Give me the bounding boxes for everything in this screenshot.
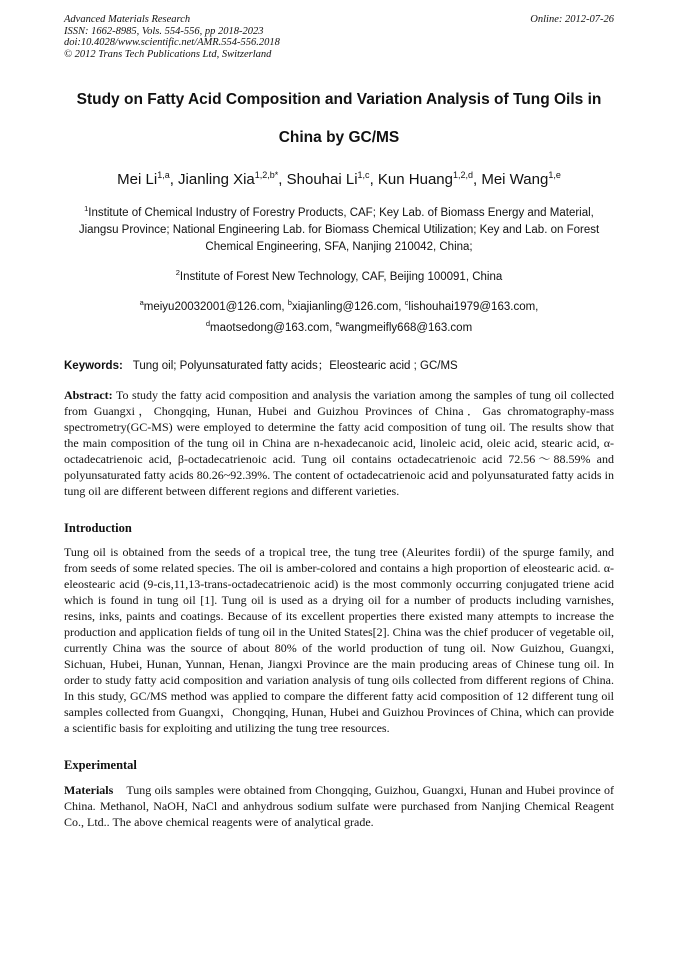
email-d-sup: d <box>205 319 211 329</box>
materials-text: Tung oils samples were obtained from Chongqing, Guizhou, Guangxi, Hunan and Hubei province of China. Methanol, NaOH, NaCl and anhydrous sodium sulfate were purchased from Nanjing Chemical Reagent Co., Ltd.. The above chemical reagents were of analytical grade. <box>64 783 617 830</box>
affiliation-1-sup: 1 <box>84 204 89 213</box>
author-name: Jianling Xia <box>178 171 255 188</box>
email-b[interactable]: xiajianling@126.com, <box>291 300 405 313</box>
journal-copyright: © 2012 Trans Tech Publications Ltd, Switzerland <box>64 48 272 60</box>
keywords <box>64 357 614 373</box>
author-sup: 1,2,b* <box>254 170 279 180</box>
journal-header <box>64 14 614 60</box>
introduction-heading: Introduction <box>64 521 132 536</box>
experimental-heading: Experimental <box>64 758 137 773</box>
author-name: Kun Huang <box>377 171 453 188</box>
email-c[interactable]: lishouhai1979@163.com, <box>408 300 539 313</box>
author-sup: 1,c <box>357 170 370 180</box>
affiliation-1 <box>64 200 614 256</box>
author-sep: , <box>169 171 179 188</box>
online-date: Online: 2012-07-26 <box>530 14 614 25</box>
journal-doi: doi:10.4028/www.scientific.net/AMR.554-556.2018 <box>64 37 280 48</box>
keywords-text: Tung oil; Polyunsaturated fatty acids；Eleostearic acid ; GC/MS <box>132 360 458 373</box>
email-b-sup: b <box>287 297 292 307</box>
paper-title-line1: Study on Fatty Acid Composition and Variation Analysis of Tung Oils in <box>76 91 602 108</box>
email-d[interactable]: maotsedong@163.com, <box>210 322 336 335</box>
email-e[interactable]: wangmeifly668@163.com <box>339 322 473 335</box>
author-list <box>64 165 614 190</box>
affiliation-2-text: Institute of Forest New Technology, CAF, Beijing 100091, China <box>179 270 503 283</box>
materials-paragraph <box>64 782 617 830</box>
paper-page <box>64 14 617 830</box>
email-a[interactable]: meiyu20032001@126.com, <box>143 300 288 313</box>
abstract <box>64 387 614 499</box>
author-sup: 1,e <box>548 170 561 180</box>
affiliation-2-sup: 2 <box>175 267 180 277</box>
affiliation-2 <box>64 264 614 286</box>
affiliation-1-text: Institute of Chemical Industry of Forestry Products, CAF; Key Lab. of Biomass Energy and Material, Jiangsu Province; National Engineering Lab. for Biomass Chemical Utilization; Key and Lab. on Forest Chemical Engineering, SFA, Nanjing 210042, China; <box>78 206 600 253</box>
author-sep: , <box>278 171 287 188</box>
author-name: Mei Wang <box>481 171 549 188</box>
abstract-label: Abstract: <box>64 388 113 403</box>
author-sep: , <box>473 171 482 188</box>
email-c-sup: c <box>404 297 409 307</box>
abstract-text: To study the fatty acid composition and analysis the variation among the samples of tung oil collected from Guangxi，Chongqing, Hunan, Hubei and Guizhou Provinces of China．Gas chromatography-mass spectrometry(GC-MS) were employed to determine the fatty acid composition of tung oil. The results show that the main composition of the tung oil in China are n-hexadecanoic acid, linoleic acid, oleic acid, stearic acid, α-octadecatrienoic acid, β-octadecatrienoic acid. Tung oil contains octadecatrienoic acid 72.56〜88.59% and polyunsaturated fatty acids 80.26~92.39%. The content of octadecatrienoic acid and polyunsaturated fatty acids in tung oil are different between different regions and different varieties. <box>64 388 614 499</box>
email-a-sup: a <box>139 297 144 307</box>
paper-title <box>64 90 614 148</box>
author-sup: 1,2,d <box>452 170 473 180</box>
introduction-text: Tung oil is obtained from the seeds of a tropical tree, the tung tree (Aleurites fordii) of the spurge family, and from seeds of some related species. The oil is amber-colored and contains a high proportion of eleostearic acid. α-eleostearic acid (9-cis,11,13-trans-octadecatrienoic acid) is the most commonly occurring conjugated triene acid which is found in tung oil [1]. Tung oil is used as a drying oil for a number of products including varnishes, resins, inks, paints and coatings. Because of its excellent properties there existed many attempts to increase the production and application fields of tung oil in the United States[2]. China was the chief producer of vegetable oil, currently China was the source of about 80% of the world production of tung oil. Now Guizhou, Guangxi, Sichuan, Hubei, Hunan, Yunnan, Henan, Jiangxi Province are the main producing areas of Chinese tung oil. In order to study fatty acid composition and variation analysis of tung oils collected from different regions of China. In this study, GC/MS method was applied to compare the different fatty acid composition of 12 different tung oil samples collected from Guangxi，Chongqing, Hunan, Hubei and Guizhou Provinces of China, which can provide a scientific basis for exploiting and utilizing the tung tree resources. <box>64 545 614 736</box>
journal-name: Advanced Materials Research <box>64 14 191 25</box>
author-name: Shouhai Li <box>286 171 358 188</box>
email-e-sup: e <box>335 319 340 329</box>
paper-title-line2: China by GC/MS <box>278 129 400 146</box>
author-sep: , <box>369 171 378 188</box>
journal-issn: ISSN: 1662-8985, Vols. 554-556, pp 2018-2023 <box>64 25 264 37</box>
keywords-label: Keywords: <box>64 360 123 373</box>
author-sup: 1,a <box>157 170 170 180</box>
materials-label: Materials <box>64 783 114 798</box>
author-emails <box>64 294 614 338</box>
author-name: Mei Li <box>117 171 158 188</box>
